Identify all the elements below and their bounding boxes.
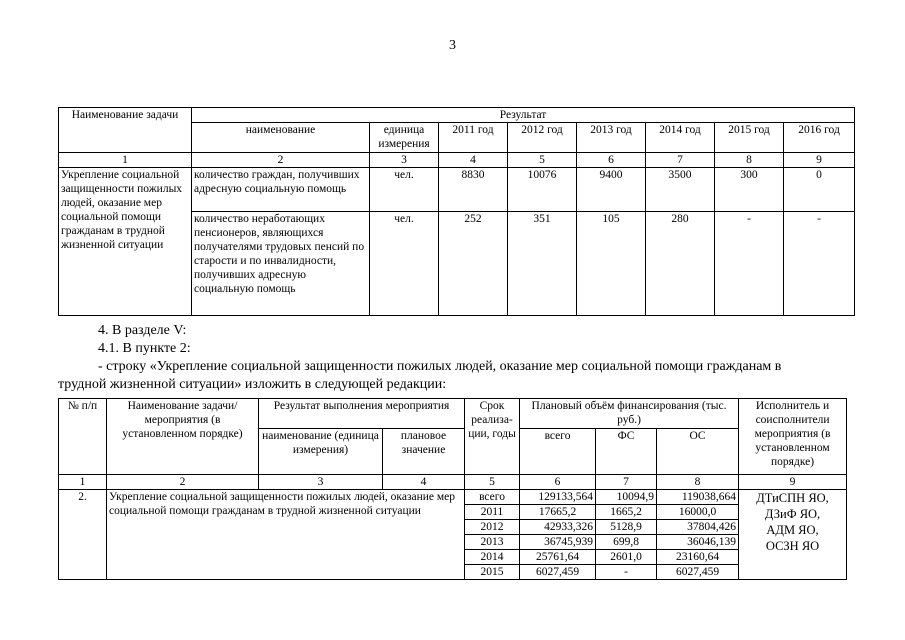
header-task-name: Наименование задачи bbox=[59, 108, 192, 153]
indicator-value: 252 bbox=[439, 212, 508, 316]
column-number: 8 bbox=[715, 153, 784, 168]
header-os: ОС bbox=[657, 429, 739, 475]
column-number: 7 bbox=[596, 475, 657, 490]
header-year: 2014 год bbox=[646, 123, 715, 153]
fin-year: 2011 bbox=[465, 505, 520, 520]
column-number: 1 bbox=[59, 475, 107, 490]
paragraph-section: 4. В разделе V: bbox=[98, 323, 187, 338]
column-number: 8 bbox=[657, 475, 739, 490]
executor-item: ДТиСПН ЯО, bbox=[756, 491, 829, 505]
header-planned: плановое значение bbox=[383, 429, 465, 475]
header-result: Результат bbox=[192, 108, 855, 123]
column-number: 7 bbox=[646, 153, 715, 168]
executors bbox=[739, 490, 847, 580]
fin-fs: 5128,9 bbox=[596, 520, 657, 535]
page-number: 3 bbox=[449, 38, 456, 53]
header-unit: единица измерения bbox=[370, 123, 439, 153]
fin-total: 42933,326 bbox=[520, 520, 596, 535]
fin-os: 16000,0 bbox=[657, 505, 739, 520]
indicator-value: 280 bbox=[646, 212, 715, 316]
fin-fs: 10094,9 bbox=[596, 490, 657, 505]
column-number: 2 bbox=[107, 475, 259, 490]
header-year: 2011 год bbox=[439, 123, 508, 153]
header-year: 2015 год bbox=[715, 123, 784, 153]
header-total: всего bbox=[520, 429, 596, 475]
paragraph-clause: 4.1. В пункте 2: bbox=[98, 341, 191, 356]
fin-year: 2013 bbox=[465, 535, 520, 550]
fin-year: всего bbox=[465, 490, 520, 505]
indicator-value: - bbox=[715, 212, 784, 316]
column-number: 6 bbox=[577, 153, 646, 168]
indicator-name: количество неработающих пенсионеров, являющихся получателями трудовых пенсий по старости и по инвалидности, получивших адресную социальную помощь bbox=[192, 212, 370, 316]
fin-fs: 2601,0 bbox=[596, 550, 657, 565]
header-financing: Плановый объём финансирования (тыс. руб.) bbox=[520, 399, 739, 429]
header-measure-name: Наименование задачи/мероприятия (в установленном порядке) bbox=[107, 399, 259, 475]
paragraph-instruction-line2: трудной жизненной ситуации» изложить в следующей редакции: bbox=[58, 377, 447, 392]
fin-total: 129133,564 bbox=[520, 490, 596, 505]
header-year: 2013 год bbox=[577, 123, 646, 153]
executor-item: АДМ ЯО, bbox=[766, 523, 819, 537]
indicator-value: 10076 bbox=[508, 168, 577, 212]
fin-total: 17665,2 bbox=[520, 505, 596, 520]
header-name: наименование bbox=[192, 123, 370, 153]
measure-description: Укрепление социальной защищенности пожилых людей, оказание мер социальной помощи гражданам в трудной жизненной ситуации bbox=[107, 490, 465, 580]
column-number: 5 bbox=[465, 475, 520, 490]
fin-year: 2014 bbox=[465, 550, 520, 565]
fin-year: 2015 bbox=[465, 565, 520, 580]
column-number: 3 bbox=[370, 153, 439, 168]
executor-item: ДЗиФ ЯО, bbox=[764, 507, 821, 521]
column-number: 9 bbox=[784, 153, 855, 168]
fin-os: 37804,426 bbox=[657, 520, 739, 535]
fin-os: 119038,664 bbox=[657, 490, 739, 505]
column-number: 3 bbox=[259, 475, 383, 490]
indicator-value: 351 bbox=[508, 212, 577, 316]
indicator-name: количество граждан, получивших адресную социальную помощь bbox=[192, 168, 370, 212]
fin-fs: - bbox=[596, 565, 657, 580]
indicator-value: 300 bbox=[715, 168, 784, 212]
column-number: 5 bbox=[508, 153, 577, 168]
column-number: 4 bbox=[439, 153, 508, 168]
fin-total: 25761,64 bbox=[520, 550, 596, 565]
financing-table bbox=[58, 398, 847, 580]
indicator-unit: чел. bbox=[370, 212, 439, 316]
header-year: 2012 год bbox=[508, 123, 577, 153]
fin-total: 36745,939 bbox=[520, 535, 596, 550]
fin-fs: 1665,2 bbox=[596, 505, 657, 520]
header-year: 2016 год bbox=[784, 123, 855, 153]
indicator-value: 8830 bbox=[439, 168, 508, 212]
indicator-value: - bbox=[784, 212, 855, 316]
column-number: 9 bbox=[739, 475, 847, 490]
indicator-value: 105 bbox=[577, 212, 646, 316]
results-table bbox=[58, 107, 855, 316]
header-fs: ФС bbox=[596, 429, 657, 475]
header-executor: Исполнитель и соисполнители мероприятия (в установленном порядке) bbox=[739, 399, 847, 475]
fin-total: 6027,459 bbox=[520, 565, 596, 580]
task-description: Укрепление социальной защищенности пожилых людей, оказание мер социальной помощи гражданам в трудной жизненной ситуации bbox=[59, 168, 192, 316]
column-number: 6 bbox=[520, 475, 596, 490]
indicator-value: 9400 bbox=[577, 168, 646, 212]
fin-fs: 699,8 bbox=[596, 535, 657, 550]
fin-os: 36046,139 bbox=[657, 535, 739, 550]
fin-os: 23160,64 bbox=[657, 550, 739, 565]
fin-year: 2012 bbox=[465, 520, 520, 535]
paragraph-instruction-line1: - строку «Укрепление социальной защищенности пожилых людей, оказание мер социальной помощи гражданам в bbox=[98, 359, 782, 374]
indicator-value: 3500 bbox=[646, 168, 715, 212]
fin-os: 6027,459 bbox=[657, 565, 739, 580]
header-result: Результат выполнения мероприятия bbox=[259, 399, 465, 429]
column-number: 4 bbox=[383, 475, 465, 490]
header-term: Срок реализа-ции, годы bbox=[465, 399, 520, 475]
header-num: № п/п bbox=[59, 399, 107, 475]
row-number: 2. bbox=[59, 490, 107, 580]
header-result-name: наименование (единица измерения) bbox=[259, 429, 383, 475]
indicator-unit: чел. bbox=[370, 168, 439, 212]
executor-item: ОСЗН ЯО bbox=[765, 539, 820, 553]
column-number: 2 bbox=[192, 153, 370, 168]
column-number: 1 bbox=[59, 153, 192, 168]
indicator-value: 0 bbox=[784, 168, 855, 212]
